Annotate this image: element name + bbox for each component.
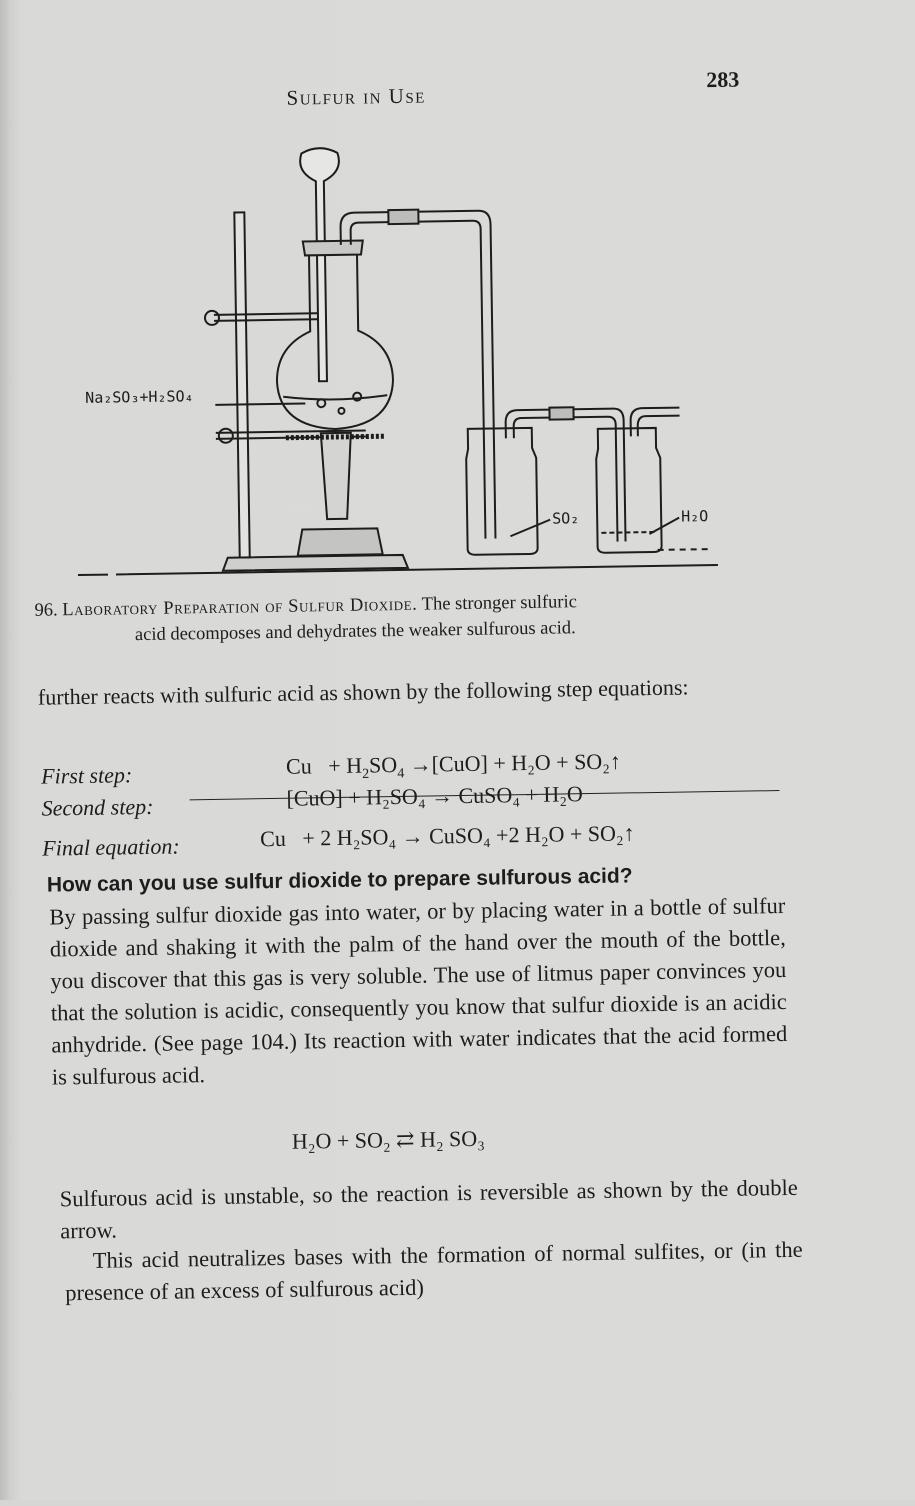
equation-expression — [260, 820, 635, 852]
eq-sub: 4 — [397, 766, 405, 782]
answer-paragraph: By passing sulfur dioxide gas into water, or by placing water in a bottle of sulfur dioxide and shaking it with the palm of the hand over the mouth of the bottle, you discover that this gas is very soluble. The use of litmus paper convinces you that the solution is acidic, consequently you know that sulfur dioxide is an acidic anhydride. (See page 104.) Its reaction with water indicates that the acid formed is sulfurous acid. — [49, 892, 788, 1090]
eq-sub: 2 — [362, 766, 370, 782]
equation-label: Final equation: — [42, 833, 180, 861]
equation-final — [42, 818, 787, 862]
reversible-equation: H₂O + SO₂ ⇄ H₂ SO₃ — [291, 1125, 486, 1154]
eq-left: [CuO] — [286, 784, 343, 811]
question-heading: How can you use sulfur dioxide to prepare sulfurous acid? — [46, 864, 633, 897]
caption-title: Laboratory Preparation of Sulfur Dioxide. — [62, 594, 418, 621]
equation-label: First step: — [40, 762, 133, 789]
label-reactants: Na₂SO₃+H₂SO₄ — [85, 387, 194, 407]
figure-caption — [34, 586, 775, 650]
label-h2o: H₂O — [681, 507, 709, 526]
eq-rest: + 2 H₂SO₄ → CuSO₄ +2 H₂O + SO₂↑ — [302, 820, 635, 851]
caption-number: 96. — [34, 600, 58, 621]
eq-arrow: → — [409, 751, 432, 777]
final-paragraph: This acid neutralizes bases with the formation of normal sulfites, or (in the presence of an excess of sulfurous acid) — [65, 1236, 803, 1306]
apparatus-drawing — [61, 134, 788, 585]
equation-label: Second step: — [41, 793, 154, 821]
eq-left: Cu — [259, 825, 287, 852]
reversible-paragraph: Sulfurous acid is unstable, so the reaction is reversible as shown by the double arrow. — [59, 1174, 798, 1244]
caption-text-1: The stronger sulfuric — [421, 592, 578, 615]
page-number: 283 — [706, 66, 740, 93]
caption-text-2: acid decomposes and dehydrates the weaker sulfurous acid. — [134, 618, 576, 646]
eq-rest: + H₂SO₄ → CuSO₄ + H₂O — [348, 781, 583, 810]
eq-left: Cu — [285, 753, 312, 779]
running-head: Sulfur in Use — [286, 83, 427, 110]
equation-expression — [286, 749, 621, 785]
eq-plus: + H — [328, 752, 363, 779]
intro-paragraph: further reacts with sulfuric acid as shown by the following step equations: — [37, 674, 689, 710]
label-so2: SO₂ — [552, 509, 580, 528]
eq-right: [CuO] + H₂O + SO₂↑ — [431, 748, 622, 777]
eq-mid: SO — [368, 752, 398, 778]
step-equations — [41, 746, 788, 862]
figure-apparatus — [61, 134, 788, 585]
